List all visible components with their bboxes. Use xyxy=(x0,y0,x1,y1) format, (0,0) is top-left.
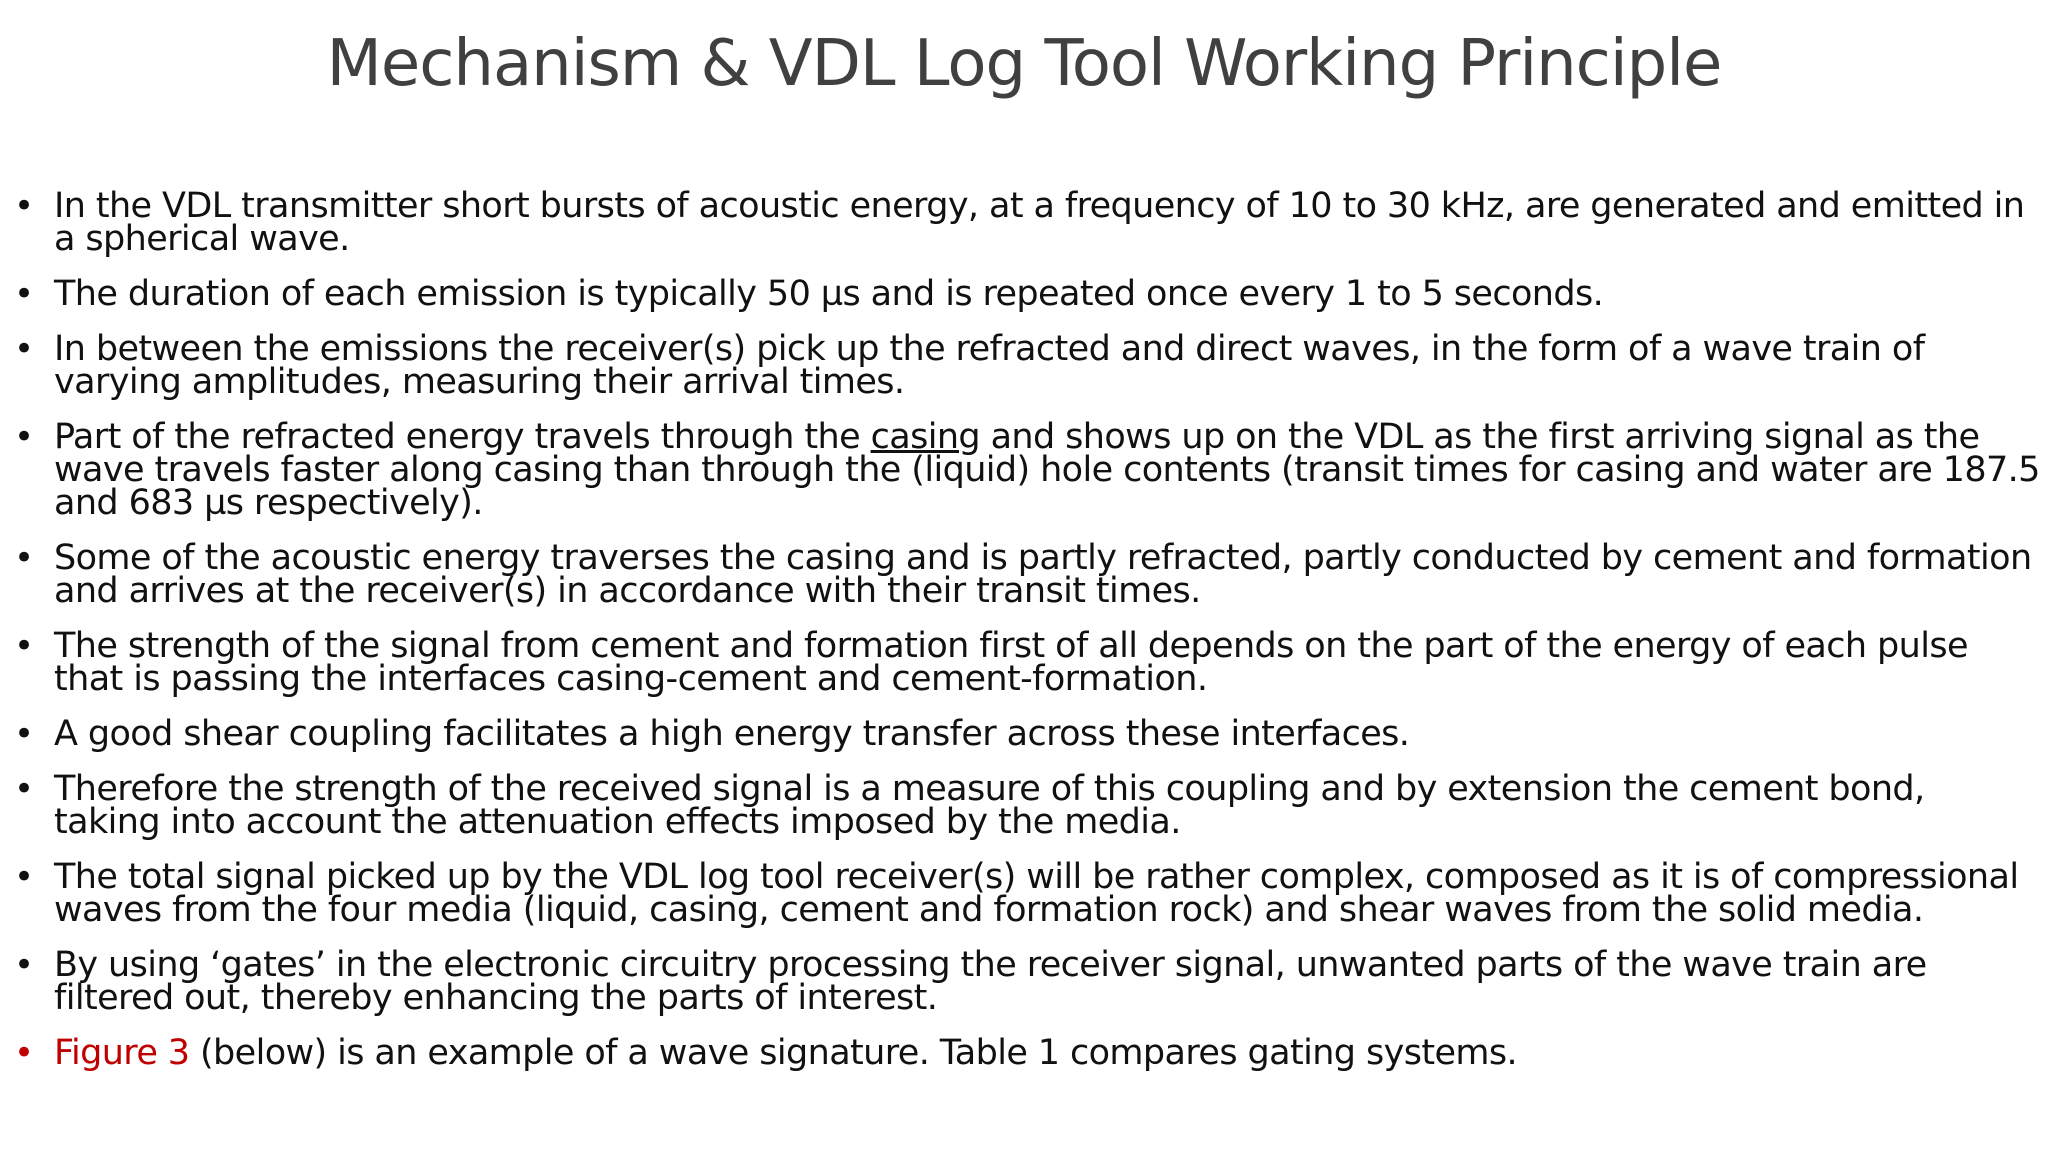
bullet-text: The strength of the signal from cement and formation first of all depends on the part of the energy of each pulse that is passing the interfaces casing-cement and cement-formation. xyxy=(54,626,1968,699)
bullet-item xyxy=(0,714,2048,754)
bullet-text: In between the emissions the receiver(s) pick up the refracted and direct waves, in the form of a wave train of varying amplitudes, measuring their arrival times. xyxy=(54,329,1925,402)
bullet-dot: • xyxy=(14,857,34,897)
bullet-dot: • xyxy=(14,945,34,985)
bullet-item xyxy=(0,626,2048,699)
bullet-text: The duration of each emission is typically 50 µs and is repeated once every 1 to 5 seconds. xyxy=(54,274,1604,314)
bullet-dot: • xyxy=(14,417,34,457)
bullet-text: A good shear coupling facilitates a high energy transfer across these interfaces. xyxy=(54,714,1410,754)
bullet-text: By using ‘gates’ in the electronic circuitry processing the receiver signal, unwanted parts of the wave train are filtered out, thereby enhancing the parts of interest. xyxy=(54,945,1927,1018)
figure-3-reference: Figure 3 xyxy=(54,1033,190,1073)
bullet-dot: • xyxy=(14,186,34,226)
bullet-item xyxy=(0,329,2048,402)
bullet-item xyxy=(0,769,2048,842)
bullet-text-start: Part of the refracted energy travels through the xyxy=(54,417,871,457)
bullet-dot: • xyxy=(14,538,34,578)
bullet-item xyxy=(0,417,2048,523)
bullet-text: Some of the acoustic energy traverses the casing and is partly refracted, partly conducted by cement and formation and arrives at the receiver(s) in accordance with their transit times. xyxy=(54,538,2032,611)
bullet-item xyxy=(0,538,2048,611)
bullet-text: The total signal picked up by the VDL log tool receiver(s) will be rather complex, composed as it is of compressional waves from the four media (liquid, casing, cement and formation rock) and shear waves from the solid media. xyxy=(54,857,2019,930)
bullet-list xyxy=(0,186,2048,1073)
bullet-item xyxy=(0,857,2048,930)
bullet-item xyxy=(0,274,2048,314)
bullet-item xyxy=(0,1033,2048,1073)
bullet-text: In the VDL transmitter short bursts of acoustic energy, at a frequency of 10 to 30 kHz, are generated and emitted in a spherical wave. xyxy=(54,186,2025,259)
bullet-dot: • xyxy=(14,274,34,314)
bullet-dot: • xyxy=(14,626,34,666)
casing-underlined-text: casing xyxy=(870,417,981,457)
bullet-item xyxy=(0,186,2048,259)
bullet-text-end: (below) is an example of a wave signature. Table 1 compares gating systems. xyxy=(189,1033,1518,1073)
bullet-dot: • xyxy=(14,1033,34,1073)
bullet-text-end: and shows up on the VDL as the first arriving signal as the wave travels faster along casing than through the (liquid) hole contents (transit times for casing and water are 187.5 and 683 µs respectively). xyxy=(54,417,2040,523)
bullet-item xyxy=(0,945,2048,1018)
bullet-dot: • xyxy=(14,329,34,369)
bullet-text: Therefore the strength of the received signal is a measure of this coupling and by extension the cement bond, taking into account the attenuation effects imposed by the media. xyxy=(54,769,1925,842)
bullet-dot: • xyxy=(14,714,34,754)
slide-title: Mechanism & VDL Log Tool Working Principle xyxy=(326,27,1722,101)
bullet-dot: • xyxy=(14,769,34,809)
